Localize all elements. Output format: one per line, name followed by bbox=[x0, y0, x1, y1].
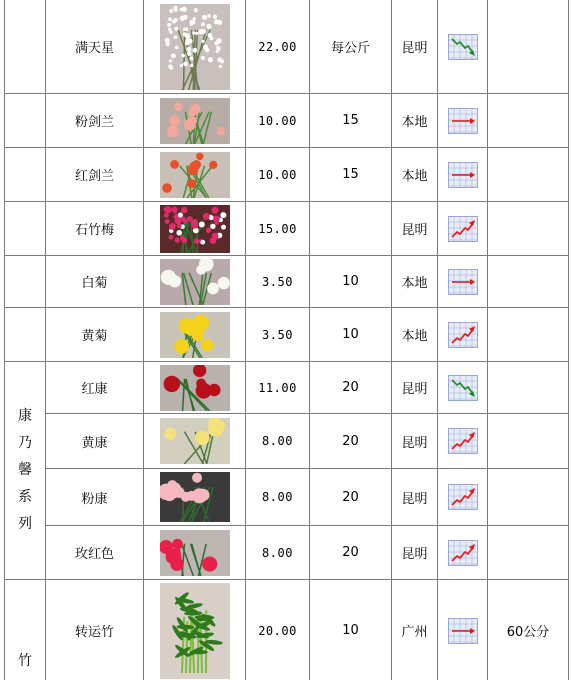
price-value: 8.00 bbox=[246, 526, 310, 580]
trend-flat-icon bbox=[448, 108, 478, 134]
trend-cell bbox=[438, 362, 488, 414]
flower-name: 满天星 bbox=[46, 0, 144, 94]
category-label-bamboo: 竹 bbox=[18, 653, 32, 669]
note-value bbox=[488, 148, 569, 202]
note-value bbox=[488, 256, 569, 308]
trend-cell bbox=[438, 148, 488, 202]
photo-cell bbox=[144, 148, 246, 202]
unit-value: 每公斤 bbox=[310, 0, 392, 94]
white-chrysanthemum-photo bbox=[160, 259, 230, 305]
flower-name: 黄康 bbox=[46, 414, 144, 469]
price-value: 11.00 bbox=[246, 362, 310, 414]
unit-value: 10 bbox=[310, 308, 392, 362]
price-value: 10.00 bbox=[246, 148, 310, 202]
unit-value: 20 bbox=[310, 362, 392, 414]
flower-name: 转运竹 bbox=[46, 580, 144, 680]
pink-gladiolus-photo bbox=[160, 98, 230, 144]
unit-value: 15 bbox=[310, 148, 392, 202]
trend-up-icon bbox=[448, 322, 478, 348]
origin-value: 广州 bbox=[392, 580, 438, 680]
note-value bbox=[488, 414, 569, 469]
photo-cell bbox=[144, 0, 246, 94]
table-row bbox=[5, 0, 569, 94]
origin-value: 昆明 bbox=[392, 526, 438, 580]
origin-value: 昆明 bbox=[392, 362, 438, 414]
origin-value: 本地 bbox=[392, 148, 438, 202]
origin-value: 昆明 bbox=[392, 414, 438, 469]
category-cell-carnation bbox=[5, 362, 46, 580]
unit-value: 20 bbox=[310, 469, 392, 526]
category-cell bbox=[5, 202, 46, 256]
trend-cell bbox=[438, 0, 488, 94]
photo-cell bbox=[144, 94, 246, 148]
trend-flat-icon bbox=[448, 162, 478, 188]
photo-cell bbox=[144, 580, 246, 680]
flower-name: 红剑兰 bbox=[46, 148, 144, 202]
price-value: 22.00 bbox=[246, 0, 310, 94]
trend-cell bbox=[438, 526, 488, 580]
category-cell bbox=[5, 0, 46, 94]
flower-price-table bbox=[4, 0, 569, 680]
flower-name: 玫红色 bbox=[46, 526, 144, 580]
photo-cell bbox=[144, 469, 246, 526]
origin-value: 本地 bbox=[392, 308, 438, 362]
unit-value: 10 bbox=[310, 580, 392, 680]
note-value bbox=[488, 308, 569, 362]
trend-cell bbox=[438, 414, 488, 469]
category-cell bbox=[5, 256, 46, 308]
price-value: 3.50 bbox=[246, 256, 310, 308]
rose-carnation-photo bbox=[160, 530, 230, 576]
note-value bbox=[488, 94, 569, 148]
unit-value bbox=[310, 202, 392, 256]
trend-cell bbox=[438, 256, 488, 308]
photo-cell bbox=[144, 202, 246, 256]
table-row bbox=[5, 362, 569, 414]
pink-carnation-photo bbox=[160, 472, 230, 522]
photo-cell bbox=[144, 362, 246, 414]
trend-cell bbox=[438, 202, 488, 256]
trend-up-icon bbox=[448, 428, 478, 454]
origin-value: 昆明 bbox=[392, 0, 438, 94]
flower-name: 粉剑兰 bbox=[46, 94, 144, 148]
gypsophila-photo bbox=[160, 4, 230, 90]
note-value: 60公分 bbox=[488, 580, 569, 680]
category-cell bbox=[5, 148, 46, 202]
unit-value: 15 bbox=[310, 94, 392, 148]
price-value: 10.00 bbox=[246, 94, 310, 148]
origin-value: 本地 bbox=[392, 94, 438, 148]
photo-cell bbox=[144, 256, 246, 308]
category-cell bbox=[5, 94, 46, 148]
trend-flat-icon bbox=[448, 618, 478, 644]
note-value bbox=[488, 362, 569, 414]
unit-value: 10 bbox=[310, 256, 392, 308]
category-cell bbox=[5, 308, 46, 362]
yellow-carnation-photo bbox=[160, 418, 230, 464]
unit-value: 20 bbox=[310, 526, 392, 580]
table-row bbox=[5, 469, 569, 526]
table-row bbox=[5, 580, 569, 680]
trend-flat-icon bbox=[448, 269, 478, 295]
trend-down-icon bbox=[448, 375, 478, 401]
trend-up-icon bbox=[448, 484, 478, 510]
trend-cell bbox=[438, 580, 488, 680]
flower-name: 红康 bbox=[46, 362, 144, 414]
table-row bbox=[5, 202, 569, 256]
note-value bbox=[488, 202, 569, 256]
table-row bbox=[5, 94, 569, 148]
price-value: 3.50 bbox=[246, 308, 310, 362]
trend-up-icon bbox=[448, 540, 478, 566]
red-carnation-photo bbox=[160, 365, 230, 411]
table-row bbox=[5, 414, 569, 469]
flower-name: 石竹梅 bbox=[46, 202, 144, 256]
trend-up-icon bbox=[448, 216, 478, 242]
unit-value: 20 bbox=[310, 414, 392, 469]
flower-name: 粉康 bbox=[46, 469, 144, 526]
dianthus-photo bbox=[160, 205, 230, 253]
red-gladiolus-photo bbox=[160, 152, 230, 198]
price-value: 15.00 bbox=[246, 202, 310, 256]
category-label-carnation: 康 乃 馨 系 列 bbox=[18, 408, 32, 532]
table-row bbox=[5, 308, 569, 362]
trend-cell bbox=[438, 308, 488, 362]
table-row bbox=[5, 256, 569, 308]
price-value: 20.00 bbox=[246, 580, 310, 680]
origin-value: 昆明 bbox=[392, 202, 438, 256]
photo-cell bbox=[144, 414, 246, 469]
price-value: 8.00 bbox=[246, 414, 310, 469]
photo-cell bbox=[144, 526, 246, 580]
trend-cell bbox=[438, 469, 488, 526]
flower-name: 黄菊 bbox=[46, 308, 144, 362]
flower-name: 白菊 bbox=[46, 256, 144, 308]
note-value bbox=[488, 526, 569, 580]
photo-cell bbox=[144, 308, 246, 362]
lucky-bamboo-photo bbox=[160, 583, 230, 679]
price-value: 8.00 bbox=[246, 469, 310, 526]
trend-cell bbox=[438, 94, 488, 148]
origin-value: 本地 bbox=[392, 256, 438, 308]
yellow-chrysanthemum-photo bbox=[160, 312, 230, 358]
origin-value: 昆明 bbox=[392, 469, 438, 526]
table-row bbox=[5, 526, 569, 580]
note-value bbox=[488, 0, 569, 94]
trend-down-icon bbox=[448, 34, 478, 60]
table-body bbox=[5, 0, 569, 680]
table-row bbox=[5, 148, 569, 202]
note-value bbox=[488, 469, 569, 526]
category-cell-bamboo bbox=[5, 580, 46, 680]
